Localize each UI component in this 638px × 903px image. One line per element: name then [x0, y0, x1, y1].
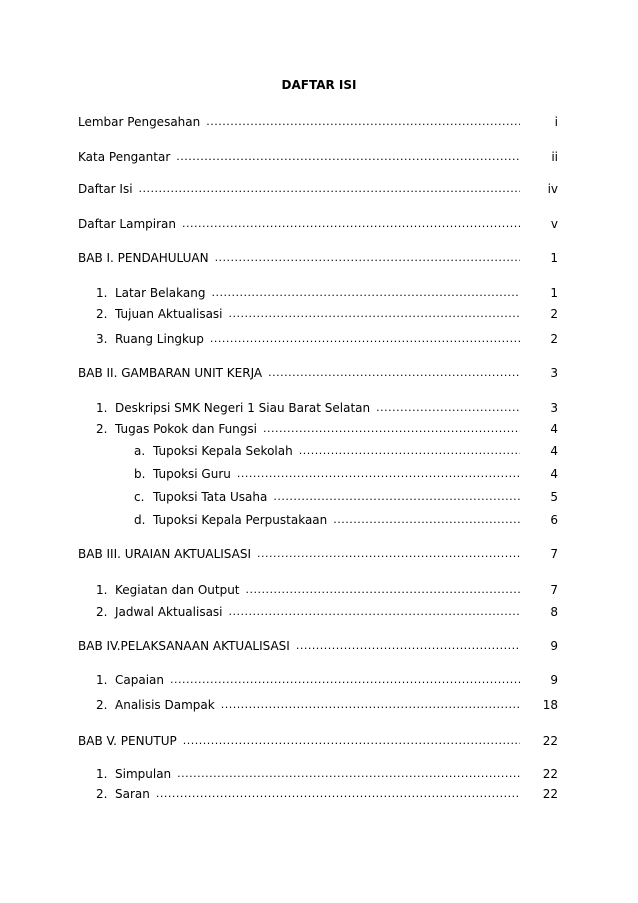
toc-entry-page: ii [551, 150, 558, 164]
toc-entry-number: 1. [96, 286, 108, 300]
toc-entry-page: 22 [542, 767, 558, 781]
toc-entry [78, 114, 558, 130]
dot-leader [246, 585, 520, 595]
toc-entry-page: 18 [542, 698, 558, 712]
dot-leader [263, 424, 520, 434]
toc-entry-page: 3 [550, 366, 558, 380]
dot-leader [176, 152, 520, 162]
dot-leader [156, 789, 520, 799]
toc-entry-label: BAB IV.PELAKSANAAN AKTUALISASI [78, 639, 290, 653]
toc-entry-label: Saran [115, 787, 150, 801]
toc-entry-label: Daftar Isi [78, 182, 133, 196]
toc-entry [78, 216, 558, 232]
toc-entry-number: 2. [96, 422, 108, 436]
toc-entry [96, 421, 558, 437]
dot-leader [183, 736, 520, 746]
toc-entry-page: 22 [542, 787, 558, 801]
toc-entry-label: BAB III. URAIAN AKTUALISASI [78, 547, 252, 561]
dot-leader [257, 549, 520, 559]
toc-entry-label: BAB II. GAMBARAN UNIT KERJA [78, 366, 263, 380]
toc-entry-page: 4 [550, 422, 558, 436]
dot-leader [221, 700, 520, 710]
toc-entry [96, 400, 558, 416]
toc-entry-label: Simpulan [115, 767, 172, 781]
toc-entry [78, 149, 558, 165]
toc-entry [78, 638, 558, 654]
toc-entry-label: Tujuan Aktualisasi [115, 307, 223, 321]
toc-entry-label: Tupoksi Kepala Sekolah [153, 444, 293, 458]
toc-entry-label: Kata Pengantar [78, 150, 171, 164]
toc-entry-number: a. [134, 444, 146, 458]
toc-entry-label: Tupoksi Kepala Perpustakaan [153, 513, 328, 527]
toc-entry [96, 697, 558, 713]
toc-entry-label: Tupoksi Guru [153, 467, 231, 481]
toc-entry-number: 1. [96, 767, 108, 781]
dot-leader [215, 253, 520, 263]
toc-entry-page: 5 [550, 490, 558, 504]
toc-entry-label: Latar Belakang [115, 286, 206, 300]
toc-entry-page: v [550, 217, 558, 231]
toc-entry [134, 489, 558, 505]
toc-entry-label: Ruang Lingkup [115, 332, 204, 346]
toc-entry [96, 604, 558, 620]
dot-leader [273, 492, 520, 502]
dot-leader [376, 403, 520, 413]
toc-entry-number: 1. [96, 401, 108, 415]
toc-entry-page: 2 [550, 332, 558, 346]
dot-leader [333, 515, 520, 525]
toc-entry-page: 1 [550, 251, 558, 265]
toc-entry [78, 546, 558, 562]
toc-entry-page: 6 [550, 513, 558, 527]
toc-entry [78, 365, 558, 381]
dot-leader [296, 641, 520, 651]
toc-entry-number: 2. [96, 787, 108, 801]
toc-entry-page: 7 [550, 547, 558, 561]
page-title: DAFTAR ISI [281, 78, 357, 92]
dot-leader [182, 219, 520, 229]
toc-entry [134, 466, 558, 482]
toc-entry-number: 2. [96, 605, 108, 619]
toc-entry-page: 7 [550, 583, 558, 597]
toc-entry-label: Jadwal Aktualisasi [115, 605, 223, 619]
toc-entry-label: Daftar Lampiran [78, 217, 176, 231]
toc-entry-number: d. [134, 513, 146, 527]
toc-entry [78, 181, 558, 197]
dot-leader [210, 334, 520, 344]
toc-entry [78, 250, 558, 266]
toc-entry-number: 3. [96, 332, 108, 346]
toc-entry-page: 2 [550, 307, 558, 321]
dot-leader [206, 117, 520, 127]
toc-entry-label: BAB V. PENUTUP [78, 734, 177, 748]
toc-entry-page: 4 [550, 444, 558, 458]
toc-entry [134, 443, 558, 459]
dot-leader [299, 446, 520, 456]
dot-leader [170, 675, 520, 685]
toc-entry-page: 3 [550, 401, 558, 415]
toc-entry-page: i [554, 115, 558, 129]
toc-entry-number: b. [134, 467, 146, 481]
toc-entry-page: 22 [542, 734, 558, 748]
toc-entry [96, 766, 558, 782]
toc-entry-label: Tugas Pokok dan Fungsi [115, 422, 257, 436]
dot-leader [211, 288, 520, 298]
toc-entry-page: 1 [550, 286, 558, 300]
toc-entry-label: Capaian [115, 673, 164, 687]
toc-entry-page: 9 [550, 673, 558, 687]
toc-entry [96, 672, 558, 688]
toc-entry-label: Deskripsi SMK Negeri 1 Siau Barat Selatan [115, 401, 371, 415]
toc-entry-label: Tupoksi Tata Usaha [153, 490, 268, 504]
toc-entry-page: 4 [550, 467, 558, 481]
toc-entry [96, 786, 558, 802]
toc-entry [96, 331, 558, 347]
toc-entry-page: iv [547, 182, 558, 196]
toc-entry-label: BAB I. PENDAHULUAN [78, 251, 209, 265]
toc-entry [96, 306, 558, 322]
dot-leader [237, 469, 520, 479]
toc-entry-label: Kegiatan dan Output [115, 583, 240, 597]
toc-entry [96, 285, 558, 301]
toc-entry-number: 2. [96, 698, 108, 712]
dot-leader [139, 184, 520, 194]
toc-entry-number: 1. [96, 583, 108, 597]
toc-entry-number: 2. [96, 307, 108, 321]
dot-leader [229, 607, 520, 617]
toc-entry [78, 733, 558, 749]
toc-entry [96, 582, 558, 598]
toc-entry-number: 1. [96, 673, 108, 687]
dot-leader [229, 309, 520, 319]
toc-entry-page: 8 [550, 605, 558, 619]
toc-entry-number: c. [134, 490, 145, 504]
toc-entry-page: 9 [550, 639, 558, 653]
toc-entry [134, 512, 558, 528]
toc-entry-label: Analisis Dampak [115, 698, 215, 712]
toc-entry-label: Lembar Pengesahan [78, 115, 201, 129]
dot-leader [268, 368, 520, 378]
dot-leader [177, 769, 520, 779]
